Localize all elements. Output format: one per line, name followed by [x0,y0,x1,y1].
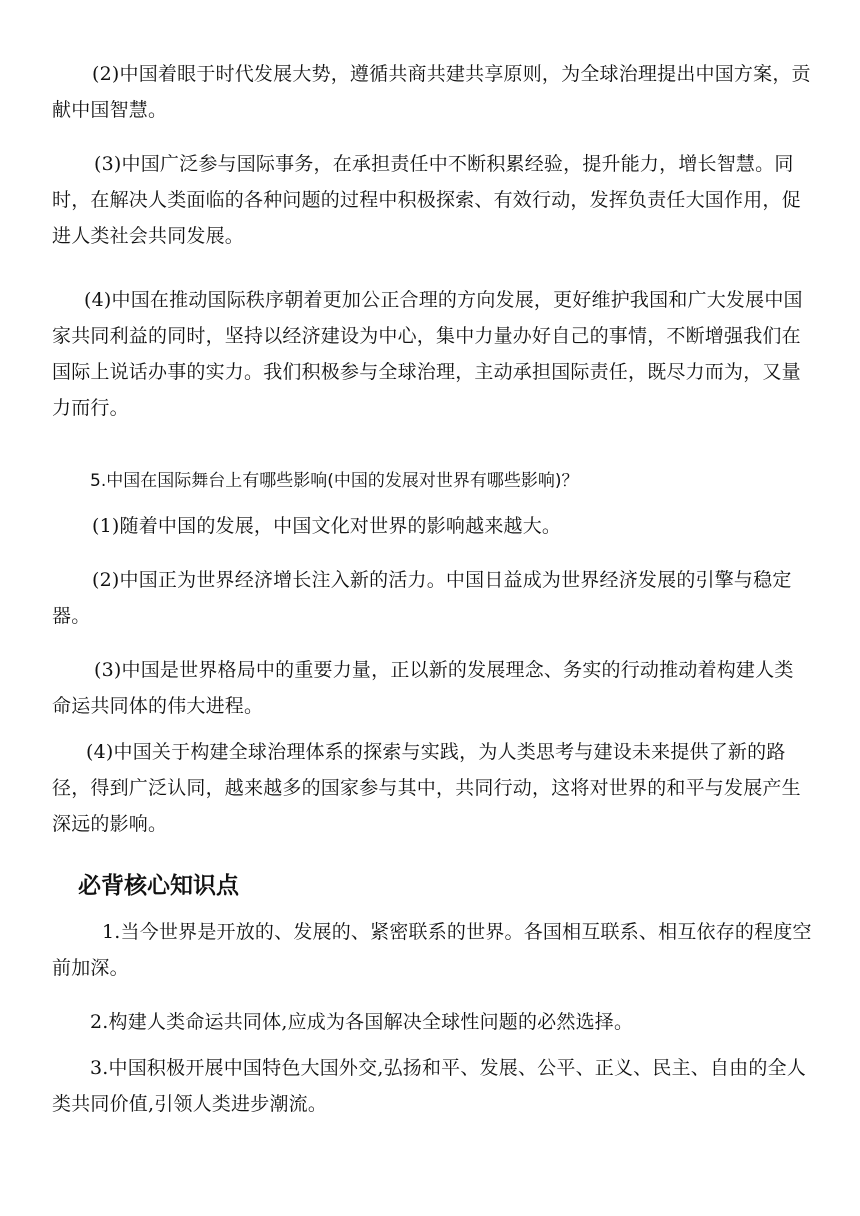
paragraph-4-4: (4)中国在推动国际秩序朝着更加公正合理的方向发展，更好维护我国和广大发展中国家共同利益的同时，坚持以经济建设为中心，集中力量办好自己的事情，不断增强我们在国际上说话办事的实力。我们积极参与全球治理，主动承担国际责任，既尽力而为，又量力而行。 [52,289,803,419]
core-item-2: 2.构建人类命运共同体,应成为各国解决全球性问题的必然选择。 [90,1011,634,1033]
core-item-3: 3.中国积极开展中国特色大国外交,弘扬和平、发展、公平、正义、民主、自由的全人类共同价值,引领人类进步潮流。 [52,1057,806,1115]
paragraph-4-3: (3)中国广泛参与国际事务，在承担责任中不断积累经验，提升能力，增长智慧。同时，在解决人类面临的各种问题的过程中积极探索、有效行动，发挥负责任大国作用，促进人类社会共同发展。 [52,153,801,247]
paragraph-5-2: (2)中国正为世界经济增长注入新的活力。中国日益成为世界经济发展的引擎与稳定器。 [52,569,792,627]
paragraph-5-1: (1)随着中国的发展，中国文化对世界的影响越来越大。 [92,515,562,537]
paragraph-5-3: (3)中国是世界格局中的重要力量，正以新的发展理念、务实的行动推动着构建人类命运共同体的伟大进程。 [52,659,794,717]
core-knowledge-heading: 必背核心知识点 [78,873,239,899]
paragraph-4-2: (2)中国着眼于时代发展大势，遵循共商共建共享原则，为全球治理提出中国方案，贡献中国智慧。 [52,63,811,121]
question-5: 5.中国在国际舞台上有哪些影响(中国的发展对世界有哪些影响)？ [90,471,579,491]
core-item-1: 1.当今世界是开放的、发展的、紧密联系的世界。各国相互联系、相互依存的程度空前加深。 [52,921,812,979]
paragraph-5-4: (4)中国关于构建全球治理体系的探索与实践，为人类思考与建设未来提供了新的路径，得到广泛认同，越来越多的国家参与其中，共同行动，这将对世界的和平与发展产生深远的影响。 [52,741,801,835]
